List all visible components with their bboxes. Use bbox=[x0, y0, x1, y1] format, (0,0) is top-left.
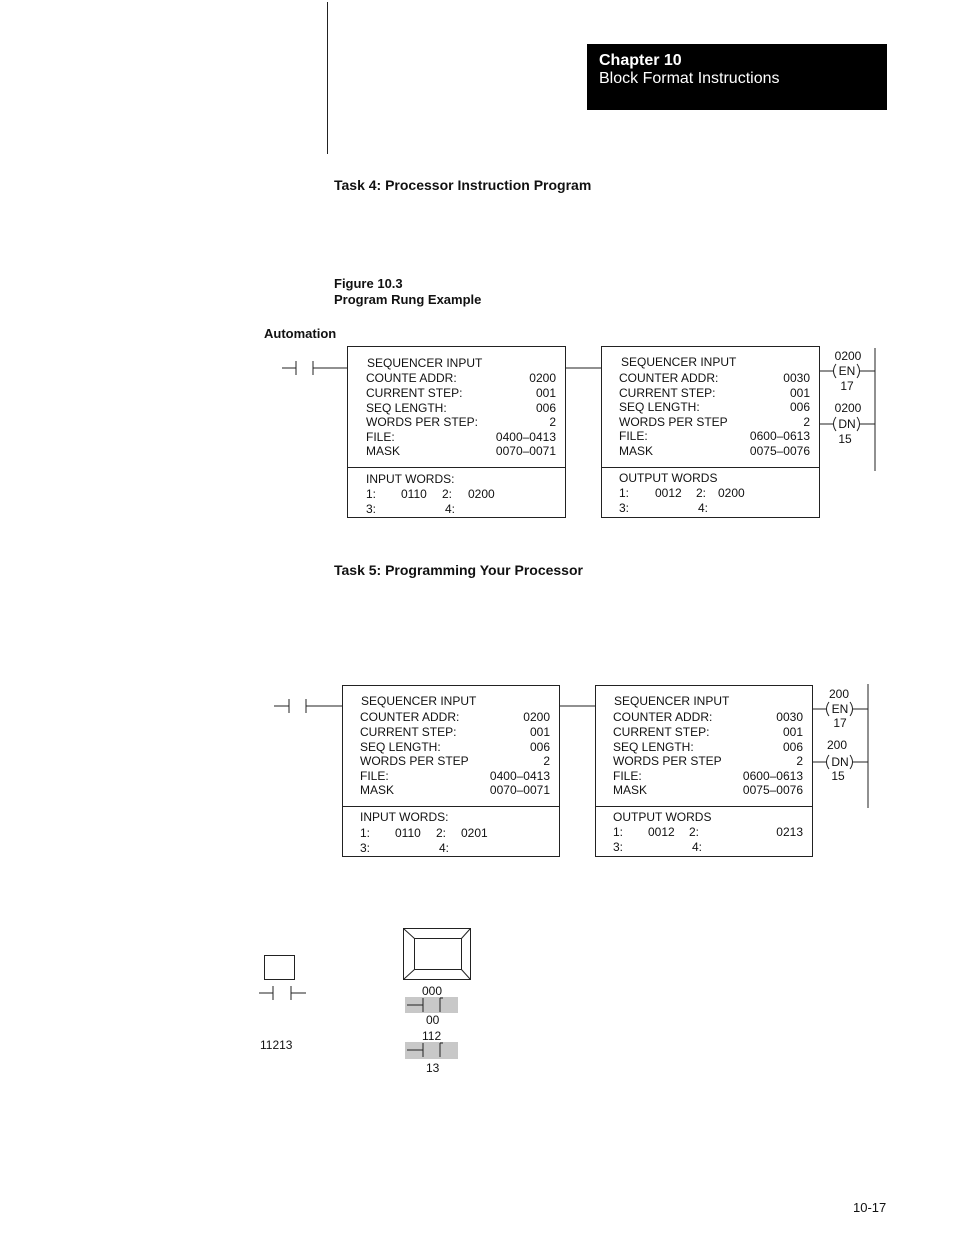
block-label: FILE: bbox=[619, 429, 648, 443]
word-index: 1: bbox=[613, 825, 624, 839]
coil-dn-address: 200 bbox=[826, 738, 848, 752]
block-value: 0030 bbox=[776, 710, 803, 724]
block-label: MASK bbox=[366, 444, 401, 458]
chapter-title: Block Format Instructions bbox=[599, 70, 780, 87]
word-value: 0200 bbox=[468, 487, 495, 501]
word-value: 0213 bbox=[776, 825, 803, 839]
word-value: 0201 bbox=[461, 826, 488, 840]
word-value: 0110 bbox=[401, 487, 427, 501]
coil-en-label: EN bbox=[831, 702, 849, 716]
block-value: 0200 bbox=[523, 710, 550, 724]
word-index: 2: bbox=[696, 486, 707, 500]
block-title: SEQUENCER INPUT bbox=[367, 356, 483, 370]
block-label: SEQ LENGTH: bbox=[613, 740, 694, 754]
coil-dn-label: DN bbox=[838, 417, 856, 431]
block-label: COUNTER ADDR: bbox=[619, 371, 719, 385]
block-value: 001 bbox=[529, 725, 550, 739]
block-value: 0030 bbox=[783, 371, 810, 385]
word-index: 2: bbox=[442, 487, 453, 501]
contact-address-bottom: 13 bbox=[426, 1061, 440, 1075]
word-index: 3: bbox=[360, 841, 371, 855]
block-label: SEQ LENGTH: bbox=[360, 740, 441, 754]
coil-dn-label: DN bbox=[831, 755, 849, 769]
block-value: 2 bbox=[803, 415, 810, 429]
coil-en-address: 0200 bbox=[834, 349, 862, 363]
block-value: 001 bbox=[789, 386, 810, 400]
contact-address-bottom: 00 bbox=[426, 1013, 440, 1027]
word-value: 0200 bbox=[718, 486, 745, 500]
block-label: CURRENT STEP: bbox=[613, 725, 710, 739]
block-title: SEQUENCER INPUT bbox=[621, 355, 737, 369]
word-value: 0110 bbox=[395, 826, 421, 840]
coil-en-bit: 17 bbox=[833, 716, 847, 730]
block-value: 0075–0076 bbox=[749, 444, 810, 458]
block-value: 001 bbox=[782, 725, 803, 739]
word-index: 1: bbox=[360, 826, 371, 840]
block-label: CURRENT STEP: bbox=[366, 386, 463, 400]
word-index: 2: bbox=[689, 825, 700, 839]
block-value: 006 bbox=[789, 400, 810, 414]
word-index: 4: bbox=[445, 502, 456, 516]
block-value: 001 bbox=[535, 386, 556, 400]
block-value: 0600–0613 bbox=[742, 769, 803, 783]
words-title: INPUT WORDS: bbox=[360, 810, 449, 824]
block-value: 0400–0413 bbox=[495, 430, 556, 444]
block-label: MASK bbox=[360, 783, 395, 797]
block-value: 0400–0413 bbox=[489, 769, 550, 783]
contact-address-top: 112 bbox=[422, 1029, 442, 1043]
block-title: SEQUENCER INPUT bbox=[361, 694, 477, 708]
block-title: SEQUENCER INPUT bbox=[614, 694, 730, 708]
word-index: 3: bbox=[613, 840, 624, 854]
block-label: FILE: bbox=[360, 769, 389, 783]
block-label: SEQ LENGTH: bbox=[366, 401, 447, 415]
words-title: OUTPUT WORDS bbox=[613, 810, 712, 824]
block-value: 006 bbox=[535, 401, 556, 415]
block-label: WORDS PER STEP bbox=[613, 754, 722, 768]
contact-address-top: 000 bbox=[422, 984, 443, 998]
word-index: 3: bbox=[366, 502, 377, 516]
coil-en-label: EN bbox=[838, 364, 856, 378]
block-label: MASK bbox=[619, 444, 654, 458]
block-value: 0070–0071 bbox=[489, 783, 550, 797]
word-index: 3: bbox=[619, 501, 630, 515]
coil-en-bit: 17 bbox=[840, 379, 854, 393]
block-label: COUNTE ADDR: bbox=[366, 371, 457, 385]
automation-label: Automation bbox=[264, 326, 337, 341]
block-value: 0200 bbox=[529, 371, 556, 385]
word-index: 1: bbox=[366, 487, 377, 501]
coil-dn-bit: 15 bbox=[838, 432, 852, 446]
block-value: 006 bbox=[782, 740, 803, 754]
coil-dn-bit: 15 bbox=[831, 769, 845, 783]
block-value: 0600–0613 bbox=[749, 429, 810, 443]
block-label: FILE: bbox=[613, 769, 642, 783]
block-value: 2 bbox=[543, 754, 550, 768]
figure-code: 11213 bbox=[260, 1038, 293, 1052]
word-value: 0012 bbox=[648, 825, 675, 839]
word-index: 4: bbox=[439, 841, 450, 855]
words-title: INPUT WORDS: bbox=[366, 472, 455, 486]
word-index: 4: bbox=[692, 840, 703, 854]
page-number: 10-17 bbox=[853, 1200, 887, 1215]
block-label: CURRENT STEP: bbox=[360, 725, 457, 739]
block-label: MASK bbox=[613, 783, 648, 797]
block-label: COUNTER ADDR: bbox=[360, 710, 460, 724]
block-label: SEQ LENGTH: bbox=[619, 400, 700, 414]
block-label: FILE: bbox=[366, 430, 395, 444]
chapter-number: Chapter 10 bbox=[599, 52, 682, 69]
word-index: 2: bbox=[436, 826, 447, 840]
word-index: 4: bbox=[698, 501, 709, 515]
figure-title: Program Rung Example bbox=[334, 292, 482, 307]
block-value: 0070–0071 bbox=[495, 444, 556, 458]
words-title: OUTPUT WORDS bbox=[619, 471, 718, 485]
word-value: 0012 bbox=[655, 486, 682, 500]
block-value: 0075–0076 bbox=[742, 783, 803, 797]
block-label: CURRENT STEP: bbox=[619, 386, 716, 400]
block-value: 2 bbox=[796, 754, 803, 768]
block-value: 006 bbox=[529, 740, 550, 754]
task4-heading: Task 4: Processor Instruction Program bbox=[334, 177, 592, 193]
task5-heading: Task 5: Programming Your Processor bbox=[334, 562, 583, 578]
block-value: 2 bbox=[549, 415, 556, 429]
figure-number: Figure 10.3 bbox=[334, 276, 403, 291]
word-index: 1: bbox=[619, 486, 630, 500]
coil-dn-address: 0200 bbox=[834, 401, 862, 415]
block-label: WORDS PER STEP: bbox=[366, 415, 479, 429]
block-label: WORDS PER STEP bbox=[360, 754, 469, 768]
block-label: COUNTER ADDR: bbox=[613, 710, 713, 724]
block-label: WORDS PER STEP bbox=[619, 415, 728, 429]
coil-en-address: 200 bbox=[828, 687, 850, 701]
